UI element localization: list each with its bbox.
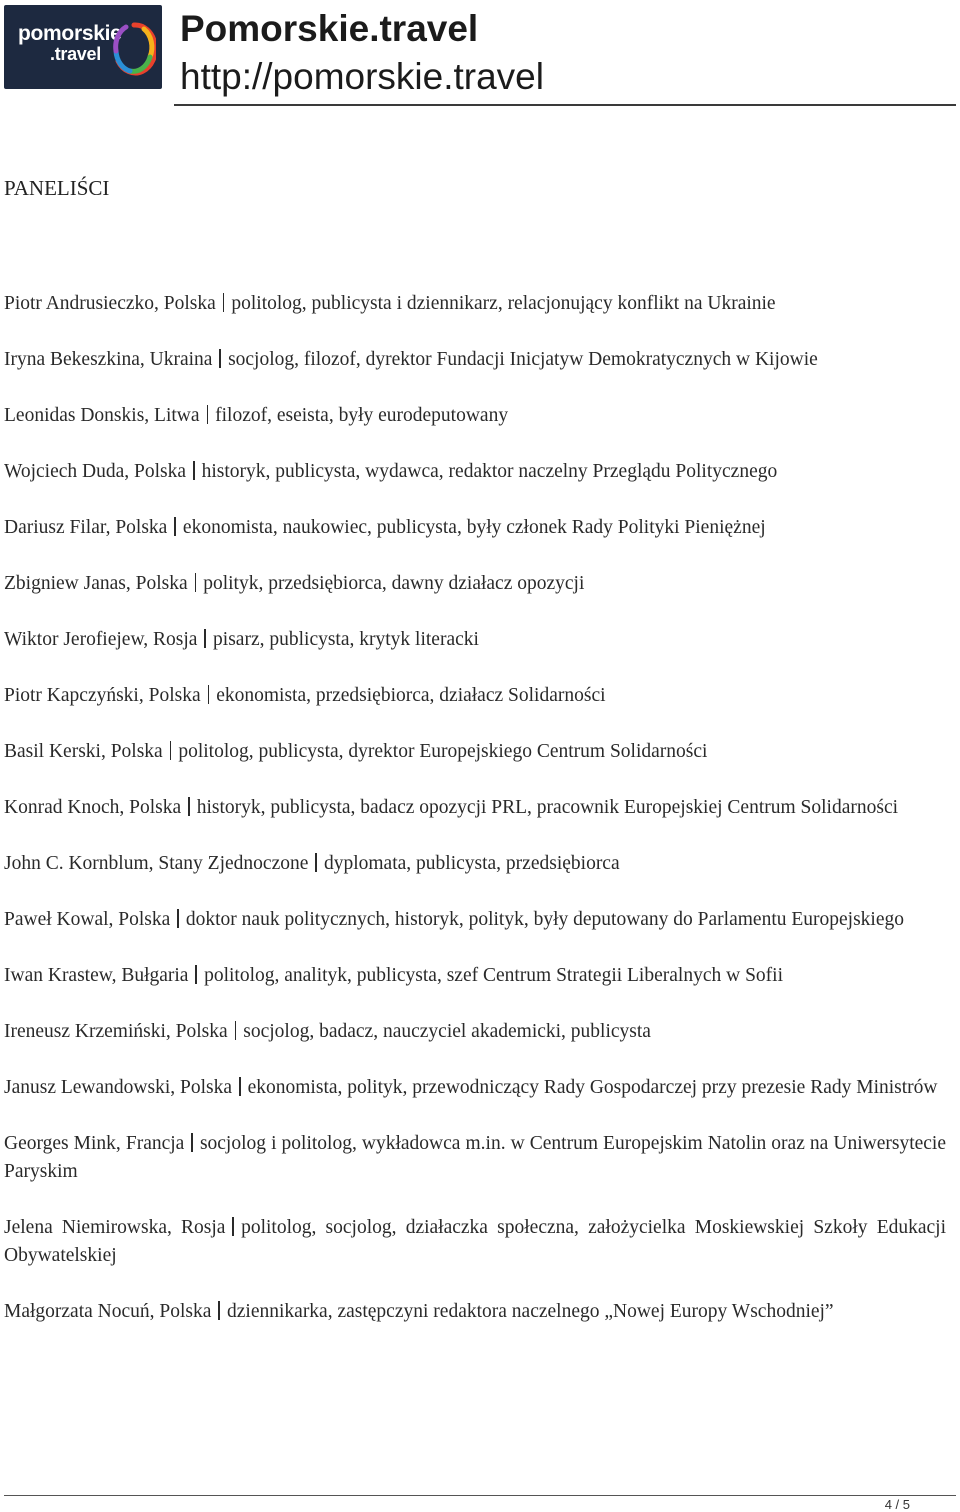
panelist-description: socjolog, filozof, dyrektor Fundacji Inicjatyw Demokratycznych w Kijowie bbox=[228, 349, 818, 370]
panelist-description: ekonomista, przedsiębiorca, działacz Solidarności bbox=[216, 685, 606, 706]
panelist-description: politolog, publicysta, dyrektor Europejskiego Centrum Solidarności bbox=[178, 741, 708, 762]
panelist-entry bbox=[4, 1214, 946, 1270]
panelist-description: dziennikarka, zastępczyni redaktora naczelnego „Nowej Europy Wschodniej” bbox=[227, 1301, 834, 1322]
panelist-description: dyplomata, publicysta, przedsiębiorca bbox=[323, 853, 620, 874]
panelist-description: ekonomista, polityk, przewodniczący Rady Gospodarczej przy prezesie Rady Ministrów bbox=[247, 1077, 938, 1098]
panelist-description: socjolog i politolog, wykładowca m.in. w Centrum Europejskim Natolin oraz na Uniwersytecie Paryskim bbox=[4, 1133, 946, 1182]
pomorskie-travel-logo[interactable] bbox=[4, 5, 162, 89]
panelist-name: Piotr Andrusieczko, Polska bbox=[4, 293, 216, 314]
separator-bar bbox=[315, 853, 317, 872]
site-title: Pomorskie.travel bbox=[180, 8, 479, 49]
panelist-entry bbox=[4, 402, 946, 430]
panelist-entry bbox=[4, 1018, 946, 1046]
panelist-name: John C. Kornblum, Stany Zjednoczone bbox=[4, 853, 309, 874]
separator-bar bbox=[188, 797, 190, 816]
page-header bbox=[0, 0, 960, 108]
separator-bar bbox=[195, 965, 197, 984]
panelist-name: Zbigniew Janas, Polska bbox=[4, 573, 188, 594]
panelist-description: polityk, przedsiębiorca, dawny działacz opozycji bbox=[203, 573, 585, 594]
panelist-name: Małgorzata Nocuń, Polska bbox=[4, 1301, 212, 1322]
separator-bar bbox=[174, 517, 176, 536]
separator-bar bbox=[239, 1077, 241, 1096]
panelist-description: socjolog, badacz, nauczyciel akademicki, publicysta bbox=[243, 1021, 651, 1042]
panelist-name: Paweł Kowal, Polska bbox=[4, 909, 171, 930]
separator-bar bbox=[223, 293, 225, 312]
panelist-entry bbox=[4, 290, 946, 318]
panelist-entry bbox=[4, 906, 946, 934]
panelist-entry bbox=[4, 1298, 946, 1326]
panelist-description: ekonomista, naukowiec, publicysta, były członek Rady Polityki Pieniężnej bbox=[182, 517, 766, 538]
section-heading: PANELIŚCI bbox=[4, 176, 110, 200]
separator-bar bbox=[191, 1133, 193, 1152]
panelist-description: doktor nauk politycznych, historyk, polityk, były deputowany do Parlamentu Europejskiego bbox=[185, 909, 905, 930]
rainbow-ring-icon bbox=[112, 19, 156, 77]
panelist-description: historyk, publicysta, wydawca, redaktor naczelny Przeglądu Politycznego bbox=[201, 461, 778, 482]
separator-bar bbox=[207, 405, 209, 424]
panelist-entry bbox=[4, 1074, 946, 1102]
logo-line2: .travel bbox=[50, 44, 101, 64]
logo-line1: pomorskie bbox=[18, 22, 122, 45]
site-url[interactable]: http://pomorskie.travel bbox=[180, 56, 544, 97]
panelist-entry bbox=[4, 962, 946, 990]
panelist-description: pisarz, publicysta, krytyk literacki bbox=[213, 629, 479, 650]
separator-bar bbox=[193, 461, 195, 480]
panelist-entry bbox=[4, 738, 946, 766]
panelist-name: Leonidas Donskis, Litwa bbox=[4, 405, 200, 426]
separator-bar bbox=[208, 685, 210, 704]
separator-bar bbox=[204, 629, 206, 648]
panelist-name: Iryna Bekeszkina, Ukraina bbox=[4, 349, 213, 370]
panelist-name: Basil Kerski, Polska bbox=[4, 741, 163, 762]
panelist-description: historyk, publicysta, badacz opozycji PRL, pracownik Europejskiej Centrum Solidarności bbox=[196, 797, 899, 818]
panelist-name: Jelena Niemirowska, Rosja bbox=[4, 1217, 226, 1238]
panelist-description: politolog, publicysta i dziennikarz, relacjonujący konflikt na Ukrainie bbox=[231, 293, 776, 314]
separator-bar bbox=[219, 349, 221, 368]
panelist-name: Piotr Kapczyński, Polska bbox=[4, 685, 201, 706]
panelist-entry bbox=[4, 626, 946, 654]
panelist-description: filozof, eseista, były eurodeputowany bbox=[215, 405, 509, 426]
panelist-entry bbox=[4, 458, 946, 486]
panelist-entry bbox=[4, 682, 946, 710]
panelist-entry bbox=[4, 1130, 946, 1186]
panelist-name: Ireneusz Krzemiński, Polska bbox=[4, 1021, 228, 1042]
page-number: 4 / 5 bbox=[884, 1497, 910, 1512]
separator-bar bbox=[195, 573, 197, 592]
panelist-name: Iwan Krastew, Bułgaria bbox=[4, 965, 189, 986]
panelist-description: politolog, analityk, publicysta, szef Centrum Strategii Liberalnych w Sofii bbox=[204, 965, 783, 986]
separator-bar bbox=[232, 1217, 234, 1236]
panelist-name: Dariusz Filar, Polska bbox=[4, 517, 168, 538]
panelist-name: Konrad Knoch, Polska bbox=[4, 797, 182, 818]
panelist-description: politolog, socjolog, działaczka społeczna, założycielka Moskiewskiej Szkoły Edukacji Obywatelskiej bbox=[4, 1217, 946, 1266]
panelist-entry bbox=[4, 850, 946, 878]
footer-divider bbox=[4, 1495, 956, 1496]
separator-bar bbox=[170, 741, 172, 760]
separator-bar bbox=[177, 909, 179, 928]
panelists-list bbox=[4, 290, 946, 1354]
header-divider bbox=[174, 104, 956, 106]
panelist-entry bbox=[4, 514, 946, 542]
separator-bar bbox=[218, 1301, 220, 1320]
panelist-name: Georges Mink, Francja bbox=[4, 1133, 185, 1154]
separator-bar bbox=[235, 1021, 237, 1040]
panelist-name: Wiktor Jerofiejew, Rosja bbox=[4, 629, 198, 650]
panelist-entry bbox=[4, 794, 946, 822]
panelist-name: Wojciech Duda, Polska bbox=[4, 461, 187, 482]
panelist-entry bbox=[4, 346, 946, 374]
panelist-name: Janusz Lewandowski, Polska bbox=[4, 1077, 233, 1098]
panelist-entry bbox=[4, 570, 946, 598]
